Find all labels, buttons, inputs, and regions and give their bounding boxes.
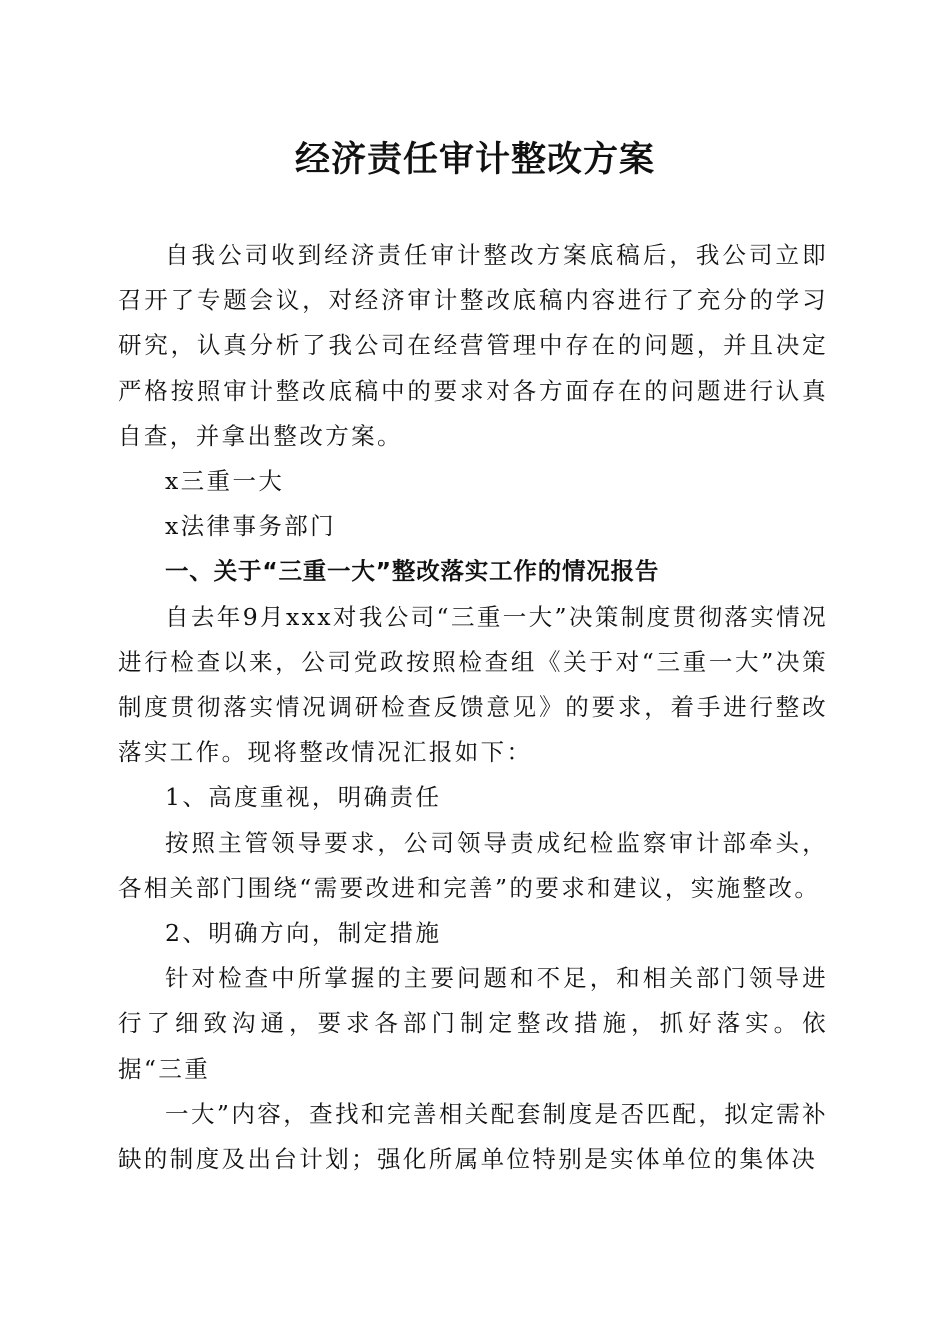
document-title: 经济责任审计整改方案 [294,139,655,180]
subheading-1: 1、高度重视，明确责任 [165,783,442,812]
document-body [118,233,828,1182]
section-1-paragraph: 自去年9月xxx对我公司“三重一大”决策制度贯彻落实情况进行检查以来，公司党政按照检查组《关于对“三重一大”决策制度贯彻落实情况调研检查反馈意见》的要求，着手进行整改落实工作。现将整改情况汇报如下： [118,602,828,767]
subheading-2-paragraph: 针对检查中所掌握的主要问题和不足，和相关部门领导进行了细致沟通，要求各部门制定整改措施，抓好落实。依据“三重 [118,964,828,1083]
list-item-legal-department: x法律事务部门 [165,512,337,541]
section-heading-1: 一、关于“三重一大”整改落实工作的情况报告 [165,557,660,586]
list-item-sanzhong-yida: x三重一大 [165,467,285,496]
intro-paragraph: 自我公司收到经济责任审计整改方案底稿后，我公司立即召开了专题会议，对经济审计整改底稿内容进行了充分的学习研究，认真分析了我公司在经营管理中存在的问题，并且决定严格按照审计整改底稿中的要求对各方面存在的问题进行认真自查，并拿出整改方案。 [118,241,828,450]
subheading-2: 2、明确方向，制定措施 [165,919,442,948]
subheading-1-paragraph: 按照主管领导要求，公司领导责成纪检监察审计部牵头，各相关部门围绕“需要改进和完善”的要求和建议，实施整改。 [118,828,828,902]
continued-paragraph: 一大”内容，查找和完善相关配套制度是否匹配，拟定需补缺的制度及出台计划；强化所属单位特别是实体单位的集体决 [118,1099,828,1174]
